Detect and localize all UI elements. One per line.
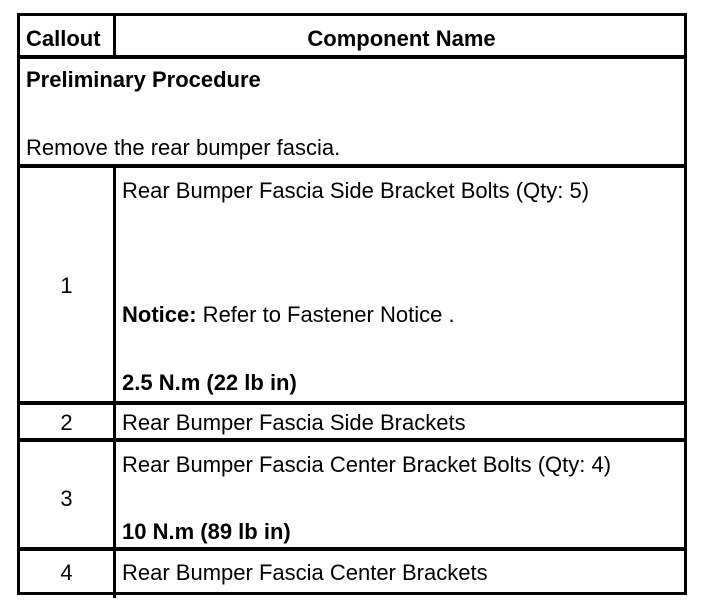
rule-preliminary [20,164,684,168]
header-component-name: Component Name [307,26,496,51]
header-callout: Callout [26,26,101,51]
row-4-name: Rear Bumper Fascia Center Brackets [122,560,488,585]
rule-row2 [20,438,684,442]
notice-label: Notice: [122,302,197,327]
notice-text: Refer to Fastener Notice . [196,302,455,327]
row-1-torque: 2.5 N.m (22 lb in) [122,370,297,395]
preliminary-heading: Preliminary Procedure [26,67,261,92]
row-4-callout: 4 [60,560,73,585]
rule-row1 [20,401,684,405]
row-3-name: Rear Bumper Fascia Center Bracket Bolts (Qty: 4) [122,452,612,477]
preliminary-text: Remove the rear bumper fascia. [26,135,341,160]
rule-row3 [20,547,684,551]
procedure-table [17,13,687,595]
row-2-callout: 2 [60,410,73,435]
row-1-name: Rear Bumper Fascia Side Bracket Bolts (Qty: 5) [122,178,590,203]
row-1-callout: 1 [60,273,73,298]
row-3-torque: 10 N.m (89 lb in) [122,519,291,544]
col-divider-body [113,166,116,598]
row-3-callout: 3 [60,486,73,511]
row-2-name: Rear Bumper Fascia Side Brackets [122,410,466,435]
row-1-notice [122,302,455,328]
rule-header [20,55,684,59]
